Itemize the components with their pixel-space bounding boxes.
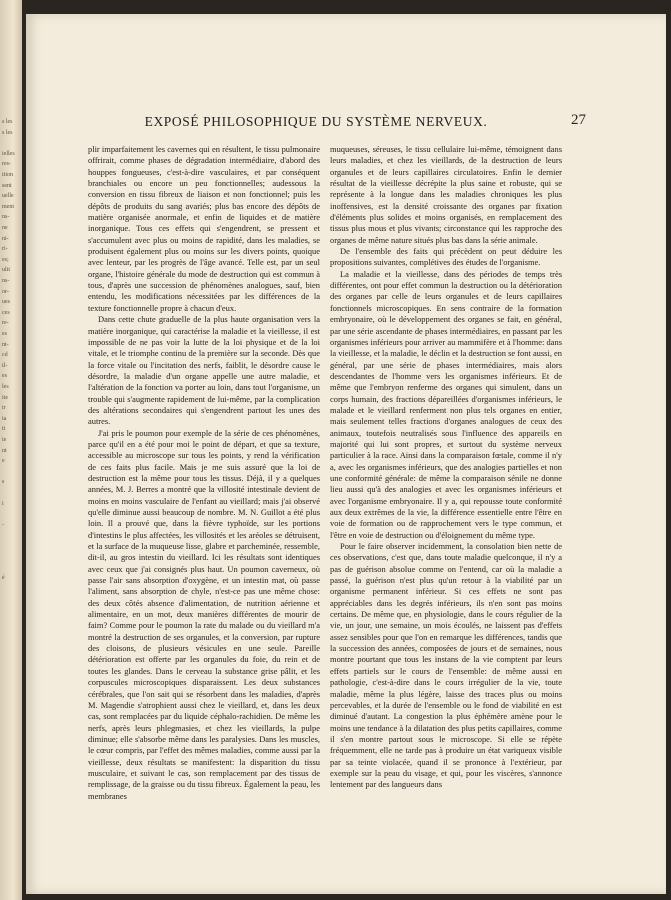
previous-page-fragment: uelle	[2, 193, 14, 200]
previous-page-fragment: nt-	[2, 341, 9, 348]
previous-page-fragment: es;	[2, 256, 9, 263]
previous-page-fragment: é	[2, 574, 5, 581]
previous-page-edge	[0, 0, 22, 900]
previous-page-fragment: es	[2, 331, 7, 337]
previous-page-fragment: ti	[2, 426, 6, 433]
previous-page-fragment: ne	[2, 225, 8, 231]
previous-page-fragment: ns-	[2, 214, 10, 221]
previous-page-fragment: re-	[2, 320, 9, 327]
page-number: 27	[571, 112, 586, 128]
page-header	[86, 114, 586, 134]
previous-page-fragment: i	[2, 500, 4, 507]
paragraph: muqueuses, séreuses, le tissu cellulaire lui-même, témoignent dans leurs maladies, et chez les vieillards, de la destruction de leurs organules et de leurs capillaires circulatoires. Enfin le dernier résultat de la vieillesse décrépite la plus saine et robuste, qui se représente à la longue dans les maladies chroniques les plus inoffensives, est la densité croissante des organes par fixation d'éléments plus solides et moins organisés, en remplacement des tissus plus mous et plus vivants; circonstance qui les rapproche des organes de même nature situés plus bas dans la série animale.	[330, 144, 562, 245]
right-column	[330, 144, 562, 791]
book-page	[26, 14, 666, 894]
previous-page-fragment: ues	[2, 299, 10, 306]
previous-page-fragment: sent	[2, 182, 12, 189]
paragraph: plir imparfaitement les cavernes qui en résultent, le tissu pulmonaire offrirait, comme phases de dégradation intermédiaire, d'abord des houppes fongueuses, c'est-à-dire vasculaires, et par conséquent branchiales ou encore un peu fonctionnelles; audessous la conversion en tissu fibreux de liaison et non fonctionnel; puis les dépôts de produits du sang avariés; plus bas encore des dépôts de matière organisée anormale, et enfin de liquides et de matière inorganique. Tous ces effets qui s'engendrent, se pressent et s'accumulent avec plus ou moins de rapidité, dans les maladies, se produisent également plus ou moins sur les divers points, quoique avec lenteur, par les progrès de l'âge avancé. Telle est, par un seul organe, l'histoire générale du mode de destruction qui est commun à tous, d'après une succession de phénomènes analogues, sauf, bien entendu, les modifications nécessitées par les différences de la texture fonctionnelle propre à chacun d'eux.	[88, 144, 320, 313]
previous-page-fragment: cd	[2, 352, 8, 359]
previous-page-fragment: s les	[2, 119, 13, 125]
running-title: EXPOSÉ PHILOSOPHIQUE DU SYSTÈME NERVEUX.	[144, 114, 488, 129]
previous-page-fragment: ns-	[2, 278, 10, 284]
paragraph: De l'ensemble des faits qui précèdent on peut déduire les propositions suivantes, complétives des études de l'organisme.	[330, 246, 562, 268]
previous-page-fragment: ni-	[2, 235, 9, 242]
paragraph: Pour le faire observer incidemment, la consolation bien nette de ces observations, c'est que, dans toute maladie quelconque, il n'y a pas de guérison absolue comme on l'entend, car où la maladie a passé, la guérison n'est plus qu'un retour à la viabilité par un organisme permanent inférieur. Si ces effets ne sont pas appréciables dans les degrés inférieurs, ils n'en sont pas moins certains. De même que, en physiologie, dans le cours régulier de la vie, un jour, une semaine, un mois écoulés, ne laissent pas d'effets assez sensibles pour que l'on en remarque les différences, tandis que la succession des années, composées de jours et de semaines, nous montre pourtant que tous les instans de la vie comptent par leurs effets partiels sur le cours de l'ensemble: de même aussi en pathologie, c'est-à-dire dans le cours irrégulier de la vie, toute maladie, même la plus légère, laisse des traces plus ou moins percevables, et la durée de l'ensemble ou le fond de viabilité en est diminué d'autant. La congestion la plus éphémère amène pour le moins une tendance à la dilatation des plus petits capillaires, comme il s'en montre partout sous le microscope. Si elle se répète fréquemment, elle ne tarde pas à produire un état variqueux visible par sa teinte violacée, quand il se prononce à l'extérieur, par exemple sur la peau du visage, et qui, pour les viscères, s'annonce lentement par des langueurs dans	[330, 541, 562, 790]
previous-page-fragment: or-	[2, 288, 9, 295]
previous-page-fragment: ri-	[2, 246, 8, 253]
previous-page-fragment: s	[2, 479, 5, 486]
previous-page-fragment: ia	[2, 415, 7, 422]
previous-page-fragment: ie	[2, 437, 7, 443]
previous-page-fragment: nt	[2, 447, 7, 454]
previous-page-fragment: e	[2, 458, 5, 465]
previous-page-fragment: ulit	[2, 267, 11, 274]
previous-page-fragment: ielles	[2, 150, 15, 157]
paragraph: J'ai pris le poumon pour exemple de la série de ces phénomènes, parce qu'il en a été pour moi le point de départ, et que sa texture, accessible au microscope sur tous les points, y rend la vérification de ces faits plus facile. Mais je me suis assuré que la loi de destruction est la même pour tous les tissus. Déjà, il y a quelques années, M. J. Berres a montré que la villosité intestinale devient de moins en moins vasculaire de l'enfant au vieillard; mais j'ai observé qu'elle diminue aussi beaucoup de nombre. M. N. Guillot a été plus loin. Il a prouvé que, dans la fièvre typhoïde, sur les portions d'intestins le plus affectées, les villosités et les aréoles se détruisent, et la surface de la muqueuse lisse, glabre et parcheminée, ressemble, dit-il, au gros intestin du vieillard. Ici les résultats sont identiques avec ceux que j'ai consignés plus haut. Un poumon caverneux, où passe l'air sans absorption d'oxygène, et un intestin mat, où passe l'aliment, sans absorption de chyle, n'est-ce pas une même chose: des deux côtés absence d'alimentation, de nutrition aérienne et alimentaire, en un mot, deux manières différentes de mourir de faim? Comme pour le poumon la rate du malade ou du vieillard m'a montré la destruction de ses organules, et la conversion, par rupture des cloisons, de plusieurs vésicules en une seule. Pareille détérioration est offerte par les organules du foie, du rein et de toutes les glandes. Dans le cerveau la substance grise pâlit, et les corpuscules microscopiques disparaissent. Les deux substances cérébrales, que l'on sait qui se résorbent dans les maladies, d'après M. Magendie s'atrophient aussi chez le vieillard, et, dans les deux cas, sont remplacées par du liquide céphalo-rachidien. De même les nerfs, après leurs phlegmasies, et chez les vieillards, la pulpe diminue; elle s'absorbe même dans les paralysies. Dans les muscles, le cœur compris, par l'effet des mêmes maladies, comme aussi par la vieillesse, deux résultats se manifestent: la disparition du tissu musculaire, et suivant le cas, son remplacement par des tissus de remplissage, de la graisse ou du tissu fibreux. Également la peau, les membranes	[88, 427, 320, 801]
paragraph: Dans cette chute graduelle de la plus haute organisation vers la matière inorganique, qui caractérise la maladie et la vieillesse, il est impossible de ne pas voir la lutte de la loi physique et de la loi vitale, et le triomphe continu de la première sur la seconde. Dès que la force vitale ou l'incitation des nerfs, faiblit, le désordre cause le désordre, la maladie d'un organe appelle une autre maladie, et l'altération de la fonction va porter au loin, dans tout l'organisme, un trouble qui s'augmente rapidement de lui-même, par la complication des altérations secondaires qui s'engendrent partout les unes des autres.	[88, 314, 320, 427]
previous-page-fragment: il-	[2, 362, 8, 369]
previous-page-fragment: res-	[2, 161, 11, 168]
previous-page-fragment: -	[2, 521, 4, 528]
paragraph: La maladie et la vieillesse, dans des périodes de temps très différentes, ont pour effet commun la destruction ou la détérioration des organes par celle de leurs organules et de leurs capillaires fonctionnels microscopiques. En sens contraire de la formation embryonaire, où le développement des organes se fait, en général, par une série ascendante de phases intermédiaires, en passant par les organismes inférieurs pour arriver au mammifère et à l'homme: dans la vieillesse, et la maladie, le déclin et la destruction se font aussi, en général, par une série de phases intermédiaires, mais alors descendantes de l'homme vers les organismes inférieurs. Et de même que l'embryon renferme des organes qui simulent, dans un corps humain, des fractions dépareillées d'organismes inférieurs, le malade et le vieillard renferment non plus tels organes en entier, mais seulement telles fractions d'organes analogues de ceux des animaux, toutefois neutralisés sous l'influence des appareils en majorité qui lui sont propres, et surtout du système nerveux particulier à la race. Ainsi dans la comparaison fœtale, comme il n'y a, avec les organismes inférieurs, que des analogies partielles et non une conformité générale: de même la comparaison sénile ne donne lieu aussi qu'à des analogies et avec les organismes inférieurs et avec l'organisme embryonaire. Il y a, qui repousse toute conformité aux deux extrêmes de la vie, la différence essentielle entre l'être en voie de formation ou de rapprochement vers le type commun, et l'être en voie de destruction ou d'éloignement du même type.	[330, 268, 562, 540]
previous-page-fragment: es	[2, 373, 7, 380]
previous-page-fragment: ition	[2, 172, 14, 178]
previous-page-fragment: ir	[2, 405, 6, 412]
previous-page-fragment: ces	[2, 309, 10, 316]
previous-page-fragment: les	[2, 384, 9, 390]
previous-page-fragment: ment	[2, 203, 14, 210]
previous-page-fragment: s les	[2, 129, 13, 136]
left-column	[88, 144, 320, 802]
previous-page-fragment: ite	[2, 394, 8, 401]
